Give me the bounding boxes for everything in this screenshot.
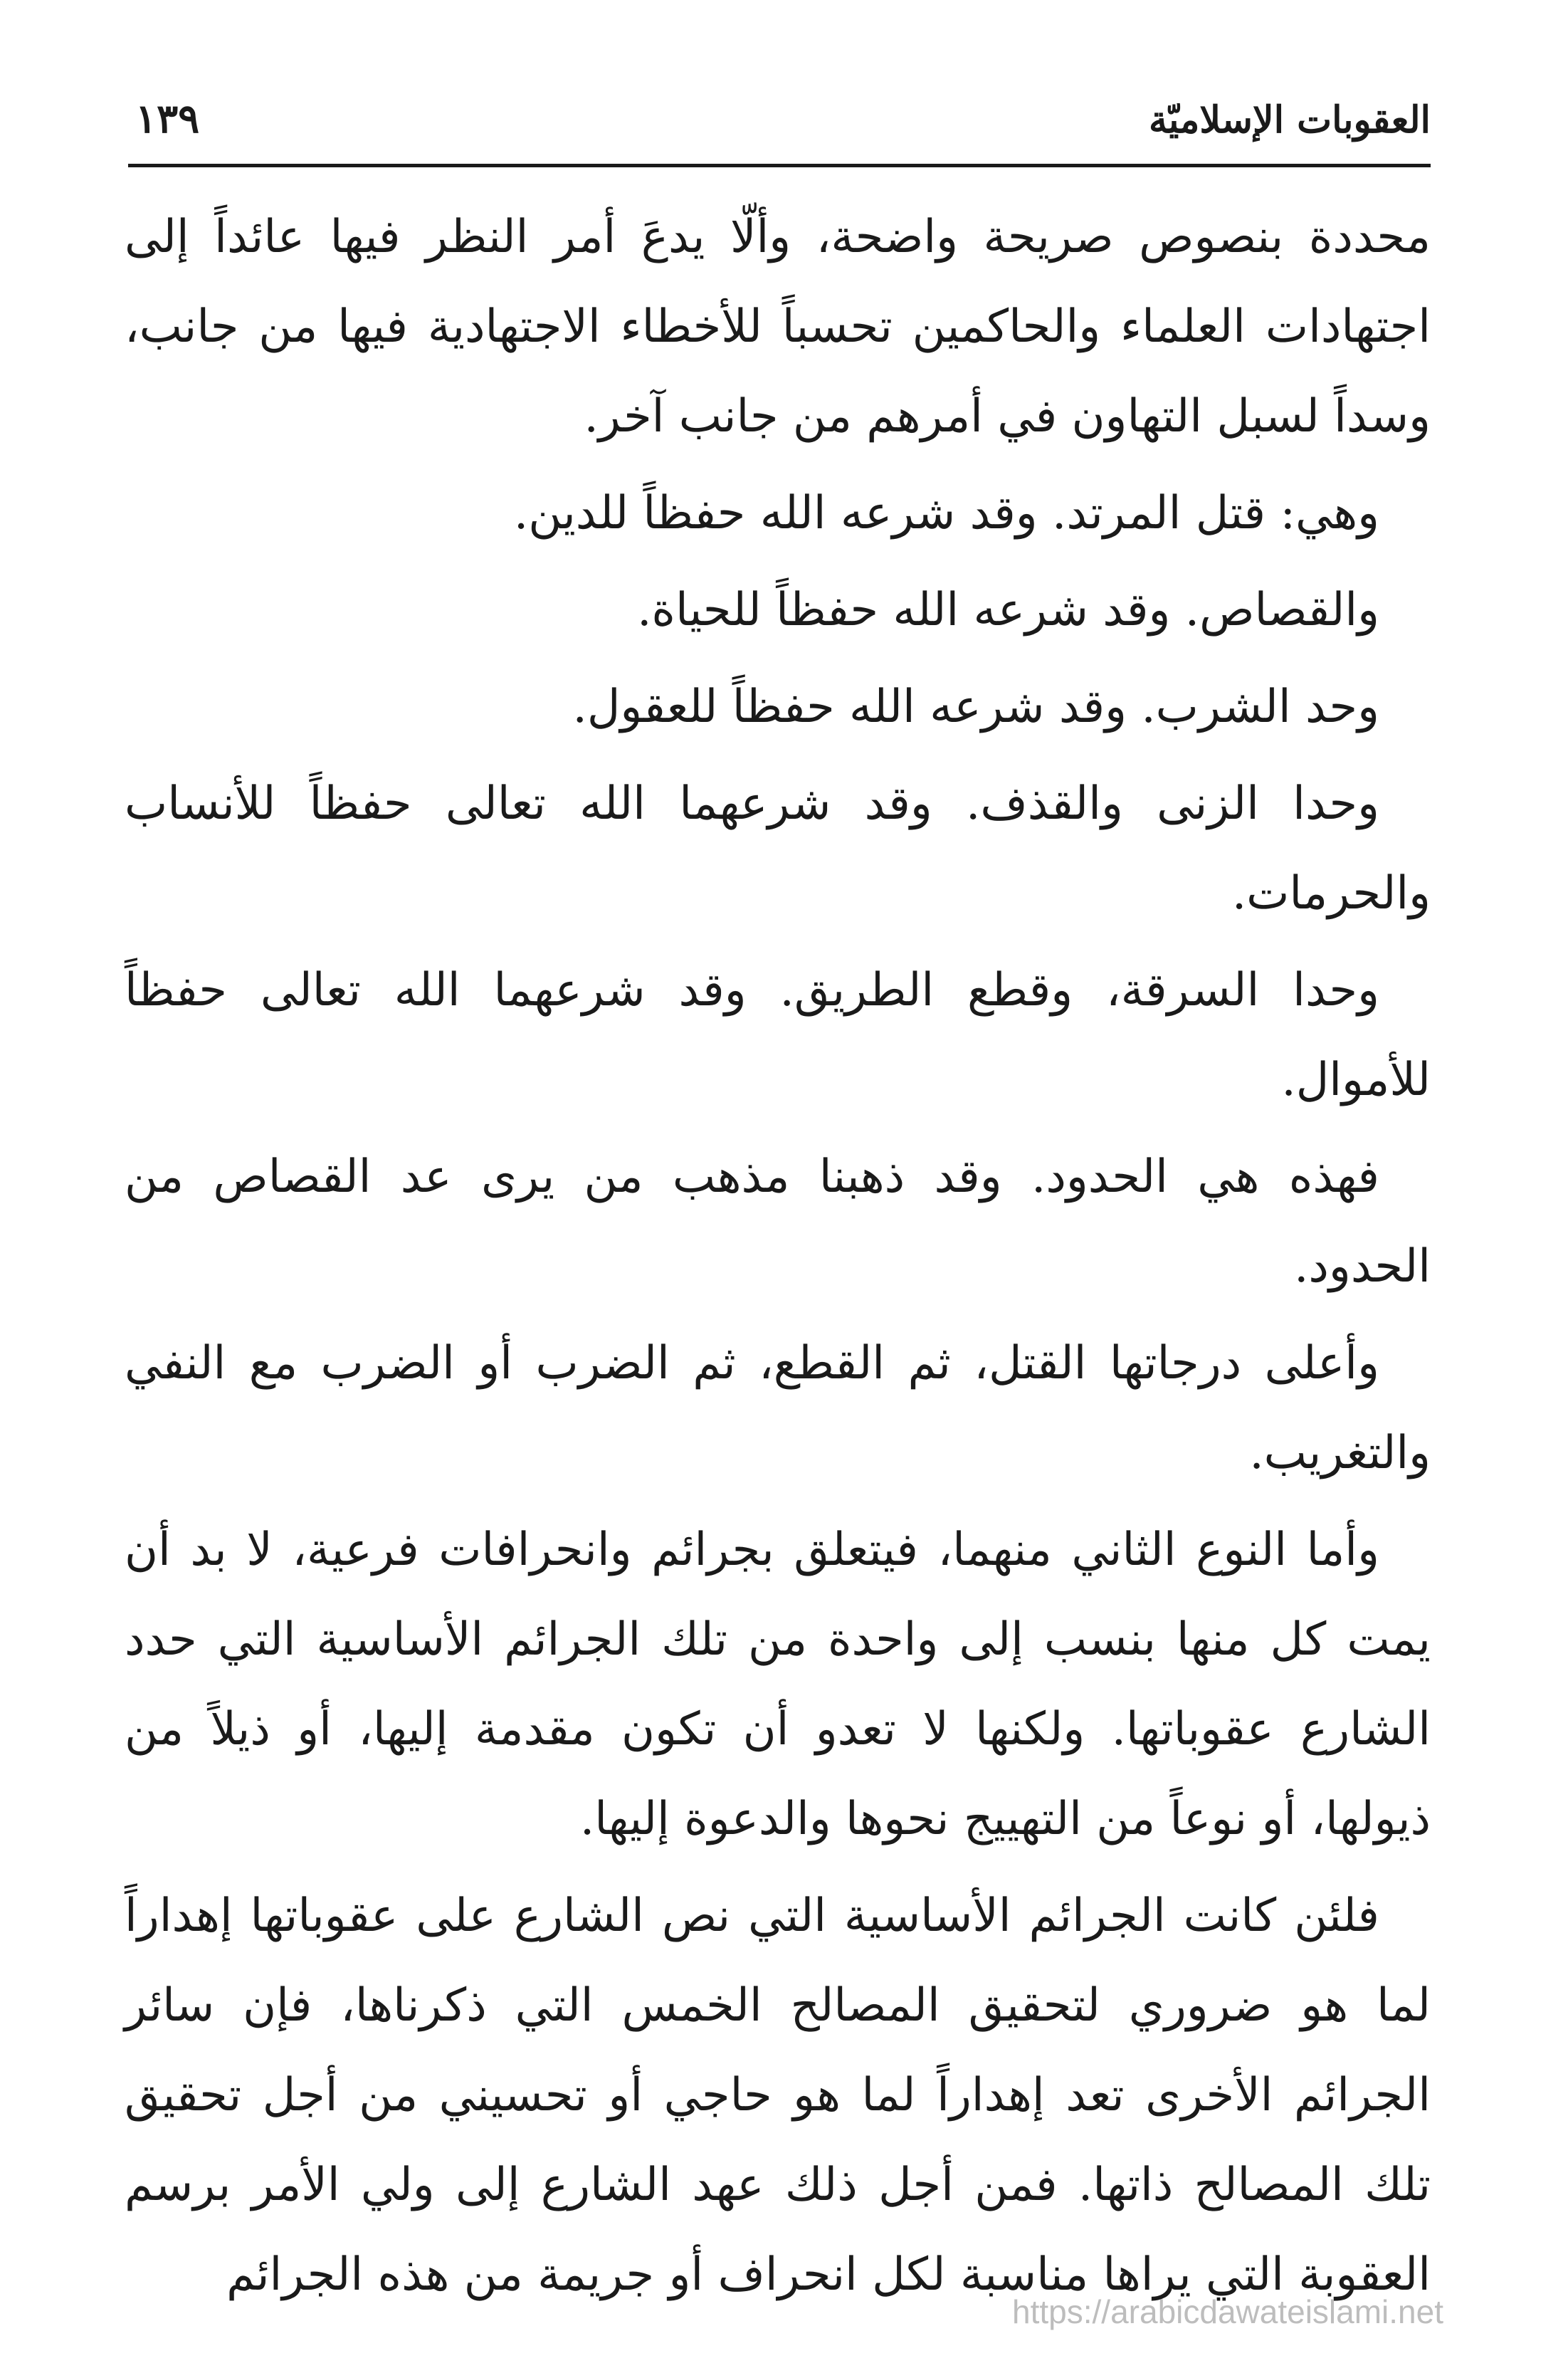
header-divider bbox=[128, 164, 1431, 167]
header-title: العقوبات الإسلاميّة bbox=[1148, 98, 1431, 142]
watermark-url: https://arabicdawateislami.net bbox=[1012, 2293, 1443, 2330]
paragraph: وهي: قتل المرتد. وقد شرعه الله حفظاً للدين. bbox=[513, 487, 1379, 540]
paragraph: والقصاص. وقد شرعه الله حفظاً للحياة. bbox=[637, 584, 1379, 636]
paragraph: فلئن كانت الجرائم الأساسية التي نص الشارع على عقوباتها إهداراً لما هو ضروري لتحقيق المصالح الخمس التي ذكرناها، فإن سائر الجرائم الأخرى تعد إهداراً لما هو حاجي أو تحسيني من أجل تحقيق تلك المصالح ذاتها. فمن أجل ذلك عهد الشارع إلى ولي الأمر برسم العقوبة التي يراها مناسبة لكل انحراف أو جريمة من هذه الجرائم bbox=[125, 1890, 1431, 2301]
paragraph: وحدا الزنى والقذف. وقد شرعهما الله تعالى حفظاً للأنساب والحرمات. bbox=[125, 777, 1431, 920]
paragraph: فهذه هي الحدود. وقد ذهبنا مذهب من يرى عد القصاص من الحدود. bbox=[125, 1151, 1431, 1293]
paragraph: وحد الشرب. وقد شرعه الله حفظاً للعقول. bbox=[572, 681, 1379, 733]
running-header bbox=[128, 84, 1431, 162]
body-text bbox=[125, 192, 1431, 2327]
page-number: ١٣٩ bbox=[135, 95, 200, 142]
paragraph: وأما النوع الثاني منهما، فيتعلق بجرائم وانحرافات فرعية، لا بد أن يمت كل منها بنسب إلى واحدة من تلك الجرائم الأساسية التي حدد الشارع عقوباتها. ولكنها لا تعدو أن تكون مقدمة إليها، أو ذيلاً من ذيولها، أو نوعاً من التهييج نحوها والدعوة إليها. bbox=[125, 1524, 1431, 1845]
paragraph-continuation: محددة بنصوص صريحة واضحة، وألّا يدعَ أمر النظر فيها عائداً إلى اجتهادات العلماء والحاكمين تحسباً للأخطاء الاجتهادية فيها من جانب، وسداً لسبل التهاون في أمرهم من جانب آخر. bbox=[125, 211, 1431, 443]
paragraph: وحدا السرقة، وقطع الطريق. وقد شرعهما الله تعالى حفظاً للأموال. bbox=[125, 964, 1431, 1106]
paragraph: وأعلى درجاتها القتل، ثم القطع، ثم الضرب أو الضرب مع النفي والتغريب. bbox=[125, 1337, 1431, 1479]
